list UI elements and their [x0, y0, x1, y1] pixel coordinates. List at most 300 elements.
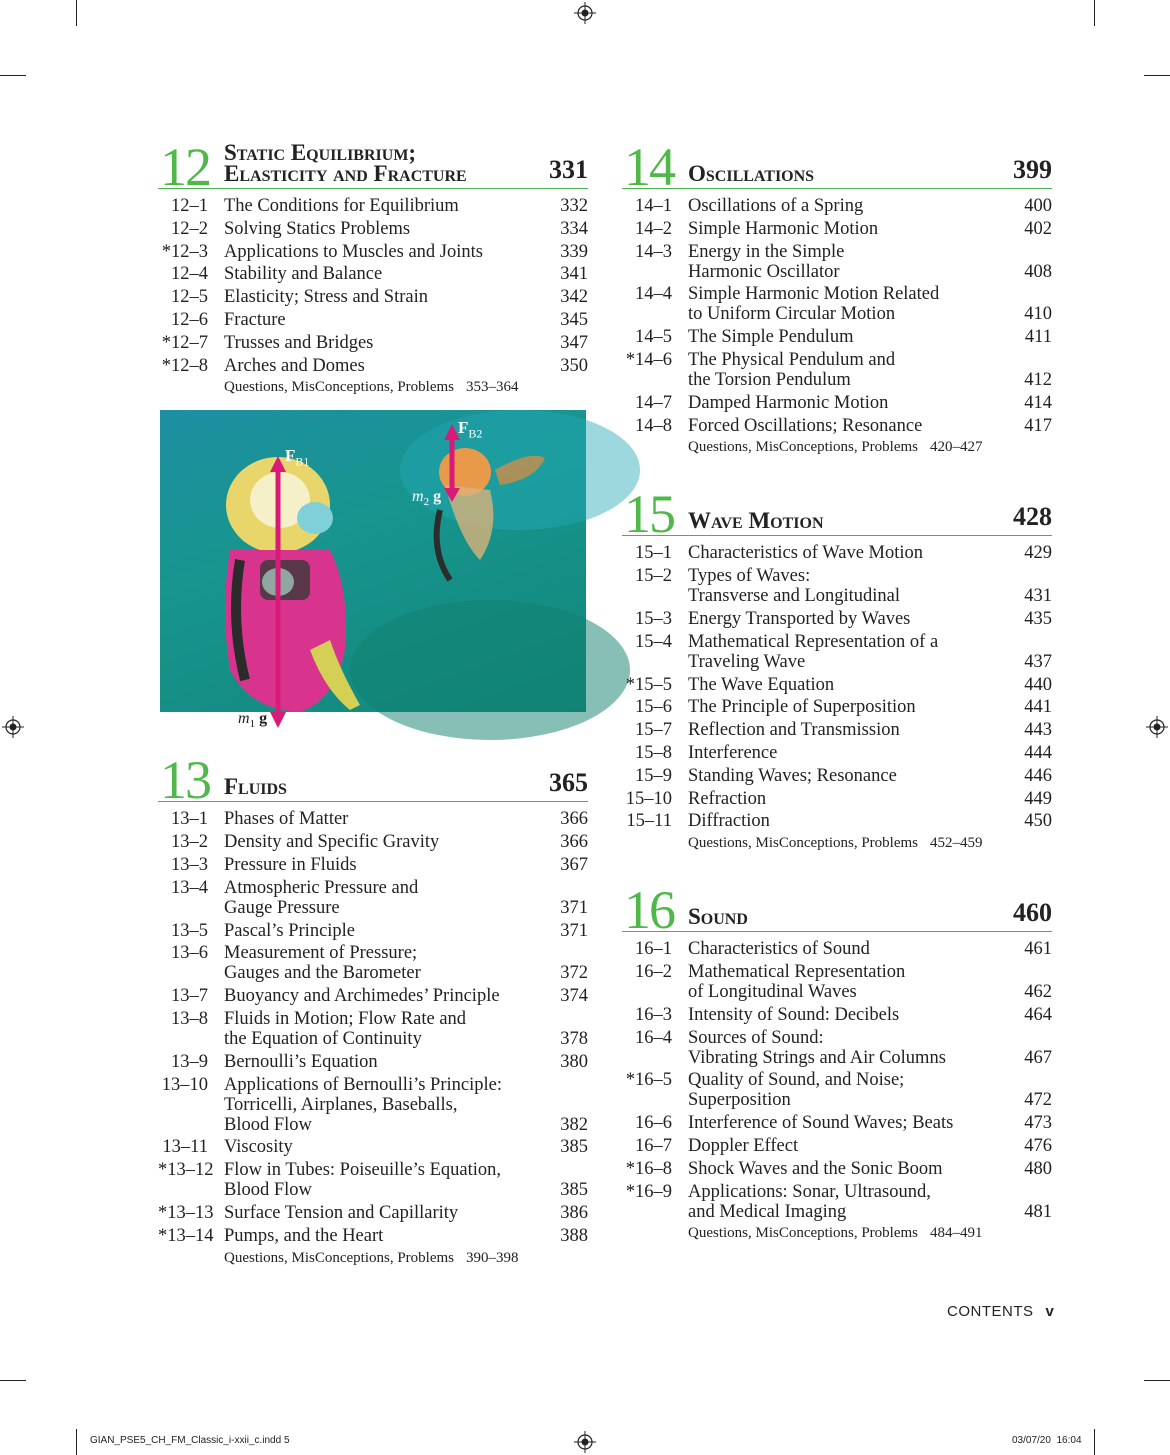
section-entry[interactable]	[622, 1070, 1052, 1110]
section-page: 367	[560, 854, 588, 875]
section-page: 372	[560, 963, 588, 984]
section-title	[688, 566, 1052, 606]
section-number: 12–2	[171, 218, 208, 239]
section-entry[interactable]	[622, 609, 1052, 629]
section-title-line: Simple Harmonic Motion Related	[688, 284, 940, 305]
questions-line[interactable]	[158, 378, 588, 396]
section-entry[interactable]	[622, 1113, 1052, 1133]
section-page: 332	[560, 196, 588, 216]
section-page: 429	[1024, 543, 1052, 564]
section-number: 15–3	[635, 608, 672, 629]
section-title	[688, 242, 1052, 282]
section-number: *12–8	[161, 355, 208, 376]
section-title: Stability and Balance	[224, 264, 383, 285]
chapter-title	[688, 163, 814, 184]
section-entry[interactable]	[158, 921, 588, 941]
section-title: Surface Tension and Capillarity	[224, 1202, 459, 1223]
section-title: Phases of Matter	[224, 809, 349, 830]
questions-label: Questions, MisConceptions, Problems	[688, 1225, 919, 1242]
section-title-line: the Equation of Continuity	[224, 1028, 422, 1049]
section-entry[interactable]	[158, 943, 588, 983]
section-title: Pressure in Fluids	[224, 854, 357, 875]
section-title: The Principle of Superposition	[688, 697, 916, 718]
section-number: 14–2	[635, 218, 672, 239]
questions-label: Questions, MisConceptions, Problems	[224, 379, 455, 396]
section-title: Fracture	[224, 309, 286, 330]
section-page: 411	[1024, 327, 1052, 348]
contents-column-right	[622, 133, 1052, 1260]
chapter-photo-diver	[160, 410, 586, 731]
section-number: 13–5	[171, 920, 208, 941]
section-number: 13–6	[171, 943, 208, 964]
chapter-number: 16	[624, 880, 674, 941]
section-number: 12–6	[171, 309, 208, 330]
chapter-15-slot	[622, 480, 1052, 852]
footer-contents	[947, 1303, 1054, 1320]
section-title-line: Gauge Pressure	[224, 897, 340, 918]
section-number: *14–6	[625, 349, 672, 370]
chapter-15	[622, 480, 1052, 852]
section-page: 473	[1024, 1113, 1052, 1134]
section-number: 15–2	[635, 566, 672, 587]
chapter-13	[158, 746, 588, 1266]
registration-mark-icon	[2, 716, 24, 738]
section-entry[interactable]	[158, 264, 588, 284]
crop-mark	[0, 1380, 26, 1381]
chapter-13-slot	[158, 746, 588, 1266]
section-number: *12–7	[161, 332, 208, 353]
section-page: 462	[1024, 981, 1052, 1002]
chapter-title-line: Wave Motion	[688, 508, 824, 534]
section-page: 461	[1024, 939, 1052, 960]
section-title-line: Applications: Sonar, Ultrasound,	[688, 1181, 931, 1202]
section-title-line: Applications of Bernoulli’s Principle:	[224, 1074, 502, 1095]
section-number: 15–1	[635, 543, 672, 564]
crop-mark	[76, 1429, 77, 1455]
section-list	[622, 196, 1052, 436]
crop-mark	[1144, 1380, 1170, 1381]
section-title: Trusses and Bridges	[224, 332, 374, 353]
section-number: 13–3	[171, 854, 208, 875]
section-number: 15–7	[635, 720, 672, 741]
questions-label: Questions, MisConceptions, Problems	[224, 1249, 455, 1266]
section-title: Damped Harmonic Motion	[688, 392, 889, 413]
section-title-line: Flow in Tubes: Poiseuille’s Equation,	[224, 1160, 502, 1181]
section-entry[interactable]	[622, 1182, 1052, 1222]
section-title	[688, 1182, 1052, 1222]
section-entry[interactable]	[158, 832, 588, 852]
chapter-title-line: Static Equilibrium;	[224, 140, 417, 165]
section-entry[interactable]	[622, 350, 1052, 390]
section-title: Forced Oscillations; Resonance	[688, 415, 923, 436]
chapter-12-slot	[158, 133, 588, 396]
section-title-line: Gauges and the Barometer	[224, 963, 421, 984]
section-entry[interactable]	[622, 939, 1052, 959]
section-entry[interactable]	[158, 1009, 588, 1049]
section-title-line: Measurement of Pressure;	[224, 943, 418, 964]
section-title-line: to Uniform Circular Motion	[688, 304, 896, 325]
section-entry[interactable]	[622, 219, 1052, 239]
registration-mark-icon	[574, 1431, 596, 1453]
section-number: *15–5	[625, 674, 672, 695]
section-number: 13–8	[171, 1008, 208, 1029]
section-entry[interactable]	[158, 809, 588, 829]
section-title: Shock Waves and the Sonic Boom	[688, 1158, 943, 1179]
section-number: 14–8	[635, 415, 672, 436]
chapter-16-slot	[622, 876, 1052, 1242]
section-number: 16–3	[635, 1004, 672, 1025]
section-title	[224, 1009, 588, 1049]
section-entry[interactable]	[158, 333, 588, 353]
section-title: Oscillations of a Spring	[688, 196, 864, 216]
slug-date: 03/07/20 16:04	[1012, 1435, 1082, 1446]
section-page: 350	[560, 355, 588, 376]
section-number: 13–9	[171, 1051, 208, 1072]
chapter-title	[224, 142, 467, 184]
section-number: *13–12	[158, 1160, 214, 1181]
section-title-line: Transverse and Longitudinal	[688, 586, 901, 607]
section-title: The Simple Pendulum	[688, 327, 854, 348]
questions-line[interactable]	[622, 1224, 1052, 1242]
chapter-title-line: Elasticity and Fracture	[224, 161, 467, 186]
section-page: 444	[1024, 742, 1052, 763]
diver-illustration	[225, 457, 360, 712]
section-title	[688, 284, 1052, 324]
section-title: Diffraction	[688, 811, 770, 832]
chapter-title-line: Oscillations	[688, 161, 815, 186]
chapter-12	[158, 133, 588, 396]
section-page: 342	[560, 287, 588, 308]
questions-range: 452–459	[930, 835, 983, 852]
section-page: 385	[560, 1180, 588, 1201]
section-number: 14–4	[635, 284, 672, 305]
section-page: 467	[1024, 1047, 1052, 1068]
crop-mark	[1094, 1429, 1095, 1455]
section-title	[224, 1075, 588, 1135]
section-page: 440	[1024, 674, 1052, 695]
section-page: 334	[560, 218, 588, 239]
registration-mark-icon	[1146, 716, 1168, 738]
section-page: 378	[560, 1028, 588, 1049]
questions-range: 390–398	[466, 1249, 519, 1266]
section-page: 386	[560, 1202, 588, 1223]
section-page: 446	[1024, 765, 1052, 786]
section-title-line: Energy in the Simple	[688, 241, 845, 262]
section-page: 339	[560, 241, 588, 262]
section-page: 341	[560, 264, 588, 285]
section-entry[interactable]	[158, 878, 588, 918]
section-number: *13–14	[158, 1225, 214, 1246]
chapter-16	[622, 876, 1052, 1242]
chapter-heading	[158, 133, 588, 197]
section-entry[interactable]	[158, 1160, 588, 1200]
section-number: 12–1	[171, 196, 208, 216]
section-number: 16–1	[635, 939, 672, 960]
section-entry[interactable]	[622, 284, 1052, 324]
section-title: Density and Specific Gravity	[224, 832, 440, 853]
section-title-line: Blood Flow	[224, 1180, 312, 1201]
section-number: 15–10	[625, 788, 672, 809]
section-number: 12–4	[171, 264, 208, 285]
section-page: 412	[1024, 369, 1052, 390]
contents-column-left	[158, 133, 588, 1285]
section-title	[224, 943, 588, 983]
section-page: 435	[1024, 608, 1052, 629]
section-entry[interactable]	[622, 766, 1052, 786]
section-page: 371	[560, 897, 588, 918]
section-number: 15–8	[635, 742, 672, 763]
section-entry[interactable]	[158, 1075, 588, 1135]
section-title-line: Atmospheric Pressure and	[224, 877, 419, 898]
section-number: 14–1	[635, 196, 672, 216]
section-entry[interactable]	[158, 287, 588, 307]
section-title	[688, 1028, 1052, 1068]
section-entry[interactable]	[158, 1203, 588, 1223]
questions-range: 353–364	[466, 379, 519, 396]
section-number: 14–5	[635, 327, 672, 348]
questions-label: Questions, MisConceptions, Problems	[688, 835, 919, 852]
label-fb2: $F_{B2}$	[458, 418, 483, 441]
section-title-line: Torricelli, Airplanes, Baseballs,	[224, 1094, 458, 1115]
section-page: 443	[1024, 720, 1052, 741]
chapter-title-line: Sound	[688, 904, 748, 930]
section-title: Characteristics of Wave Motion	[688, 543, 924, 564]
section-number: 13–7	[171, 986, 208, 1007]
section-number: 15–9	[635, 765, 672, 786]
section-entry[interactable]	[158, 196, 588, 216]
section-entry[interactable]	[158, 219, 588, 239]
chapter-page: 399	[1013, 155, 1052, 184]
section-entry[interactable]	[622, 675, 1052, 695]
section-page: 345	[560, 309, 588, 330]
section-number: 15–6	[635, 697, 672, 718]
chapter-page: 365	[549, 768, 588, 798]
section-title: The Wave Equation	[688, 674, 835, 695]
section-title: Buoyancy and Archimedes’ Principle	[224, 986, 500, 1007]
section-list	[158, 809, 588, 1245]
section-entry[interactable]	[622, 697, 1052, 717]
chapter-page: 331	[549, 155, 588, 184]
section-number: 13–2	[171, 832, 208, 853]
section-entry[interactable]	[622, 720, 1052, 740]
section-title: The Conditions for Equilibrium	[224, 196, 459, 216]
section-title-line: the Torsion Pendulum	[688, 369, 851, 390]
label-m2g: $m_2$ g	[412, 488, 442, 509]
crop-mark	[1094, 0, 1095, 26]
section-entry[interactable]	[622, 1136, 1052, 1156]
section-title-line: Traveling Wave	[688, 651, 806, 672]
section-entry[interactable]	[158, 1137, 588, 1157]
questions-label: Questions, MisConceptions, Problems	[688, 439, 919, 456]
section-page: 347	[560, 332, 588, 353]
section-entry[interactable]	[622, 1159, 1052, 1179]
section-page: 450	[1024, 811, 1052, 832]
section-title: Refraction	[688, 788, 767, 809]
label-fb1: $F_{B1}$	[285, 446, 310, 469]
section-entry[interactable]	[622, 811, 1052, 831]
section-title-line: Fluids in Motion; Flow Rate and	[224, 1008, 467, 1029]
section-page: 480	[1024, 1158, 1052, 1179]
section-title-line: Blood Flow	[224, 1114, 312, 1135]
section-entry[interactable]	[622, 543, 1052, 563]
section-title: Elasticity; Stress and Strain	[224, 287, 428, 308]
section-title: Viscosity	[224, 1137, 293, 1158]
chapter-page: 428	[1013, 502, 1052, 532]
label-m1g: $m_1$ g	[238, 710, 268, 731]
section-number: 16–7	[635, 1135, 672, 1156]
section-title: Pumps, and the Heart	[224, 1225, 384, 1246]
section-page: 400	[1024, 196, 1052, 216]
section-page: 382	[560, 1114, 588, 1135]
section-page: 410	[1024, 304, 1052, 325]
section-title-line: Quality of Sound, and Noise;	[688, 1070, 905, 1091]
section-title-line: Mathematical Representation	[688, 961, 906, 982]
page-number: v	[1045, 1303, 1055, 1320]
section-entry[interactable]	[622, 1005, 1052, 1025]
section-entry[interactable]	[158, 986, 588, 1006]
questions-line[interactable]	[622, 834, 1052, 852]
section-page: 408	[1024, 261, 1052, 282]
section-entry[interactable]	[622, 632, 1052, 672]
section-number: *16–9	[625, 1181, 672, 1202]
section-title	[688, 1070, 1052, 1110]
chapter-heading	[622, 876, 1052, 941]
chapter-heading	[622, 133, 1052, 197]
section-entry[interactable]	[158, 1052, 588, 1072]
chapter-page: 460	[1013, 898, 1052, 928]
section-number: *13–13	[158, 1202, 214, 1223]
section-entry[interactable]	[622, 1028, 1052, 1068]
section-page: 385	[560, 1137, 588, 1158]
chapter-title	[688, 508, 824, 534]
section-number: 15–11	[626, 811, 672, 832]
section-page: 402	[1024, 218, 1052, 239]
section-title: Bernoulli’s Equation	[224, 1051, 378, 1072]
section-page: 441	[1024, 697, 1052, 718]
section-entry[interactable]	[158, 1226, 588, 1246]
section-title-line: Mathematical Representation of a	[688, 631, 939, 652]
section-page: 476	[1024, 1135, 1052, 1156]
section-entry[interactable]	[622, 566, 1052, 606]
section-title: Energy Transported by Waves	[688, 608, 911, 629]
section-page: 431	[1024, 586, 1052, 607]
section-title: Doppler Effect	[688, 1135, 799, 1156]
section-list	[158, 196, 588, 376]
section-number: 16–4	[635, 1027, 672, 1048]
section-number: 13–4	[171, 877, 208, 898]
section-title: Intensity of Sound: Decibels	[688, 1004, 900, 1025]
section-page: 481	[1024, 1201, 1052, 1222]
section-title: Solving Statics Problems	[224, 218, 411, 239]
section-page: 464	[1024, 1004, 1052, 1025]
chapter-14-slot	[622, 133, 1052, 456]
section-number: *12–3	[161, 241, 208, 262]
chapter-heading	[158, 746, 588, 811]
section-page: 449	[1024, 788, 1052, 809]
section-entry[interactable]	[622, 327, 1052, 347]
section-title-line: The Physical Pendulum and	[688, 349, 896, 370]
section-entry[interactable]	[158, 855, 588, 875]
section-page: 417	[1024, 415, 1052, 436]
section-title: Interference	[688, 742, 778, 763]
section-title	[688, 632, 1052, 672]
section-entry[interactable]	[622, 416, 1052, 436]
section-title-line: Vibrating Strings and Air Columns	[688, 1047, 946, 1068]
section-title: Reflection and Transmission	[688, 720, 900, 741]
section-page: 366	[560, 832, 588, 853]
section-list	[622, 543, 1052, 831]
section-number: *16–5	[625, 1070, 672, 1091]
chapter-number: 12	[160, 137, 210, 197]
section-entry[interactable]	[158, 242, 588, 262]
section-entry[interactable]	[622, 789, 1052, 809]
diver-force-diagram	[160, 410, 586, 730]
section-page: 388	[560, 1225, 588, 1246]
section-page: 374	[560, 986, 588, 1007]
crop-mark	[1144, 75, 1170, 76]
section-title-line: Types of Waves:	[688, 566, 811, 587]
questions-line[interactable]	[158, 1249, 588, 1267]
section-page: 371	[560, 920, 588, 941]
chapter-number: 15	[624, 484, 674, 545]
section-entry[interactable]	[622, 393, 1052, 413]
crop-mark	[0, 75, 26, 76]
section-number: 14–7	[635, 392, 672, 413]
chapter-title-line: Fluids	[224, 774, 287, 800]
section-title: Arches and Domes	[224, 355, 365, 376]
section-title-line: Sources of Sound:	[688, 1027, 824, 1048]
section-title: Interference of Sound Waves; Beats	[688, 1113, 954, 1134]
section-number: 13–10	[161, 1074, 208, 1095]
section-page: 437	[1024, 651, 1052, 672]
section-page: 414	[1024, 392, 1052, 413]
section-page: 472	[1024, 1090, 1052, 1111]
section-entry[interactable]	[158, 310, 588, 330]
section-number: 14–3	[635, 241, 672, 262]
section-page: 380	[560, 1051, 588, 1072]
section-title: Applications to Muscles and Joints	[224, 241, 483, 262]
section-number: 16–2	[635, 961, 672, 982]
questions-range: 484–491	[930, 1225, 983, 1242]
section-number: 13–11	[162, 1137, 208, 1158]
chapter-title	[224, 774, 287, 800]
section-entry[interactable]	[622, 196, 1052, 216]
chapter-heading	[622, 480, 1052, 545]
section-title	[688, 350, 1052, 390]
section-page: 366	[560, 809, 588, 830]
registration-mark-icon	[574, 2, 596, 24]
section-number: *16–8	[625, 1158, 672, 1179]
section-entry[interactable]	[622, 962, 1052, 1002]
contents-label: CONTENTS	[947, 1303, 1034, 1320]
section-number: 16–6	[635, 1113, 672, 1134]
section-entry[interactable]	[622, 743, 1052, 763]
section-title: Simple Harmonic Motion	[688, 218, 879, 239]
crop-mark	[76, 0, 77, 26]
section-list	[622, 939, 1052, 1221]
section-title: Characteristics of Sound	[688, 939, 870, 960]
questions-range: 420–427	[930, 439, 983, 456]
section-title: Standing Waves; Resonance	[688, 765, 897, 786]
chapter-title	[688, 904, 748, 930]
section-entry[interactable]	[158, 356, 588, 376]
section-entry[interactable]	[622, 242, 1052, 282]
chapter-number: 13	[160, 750, 210, 811]
slug-filename: GIAN_PSE5_CH_FM_Classic_i-xxii_c.indd 5	[90, 1435, 290, 1446]
section-title: Pascal’s Principle	[224, 920, 356, 941]
section-title	[224, 1160, 588, 1200]
questions-line[interactable]	[622, 438, 1052, 456]
